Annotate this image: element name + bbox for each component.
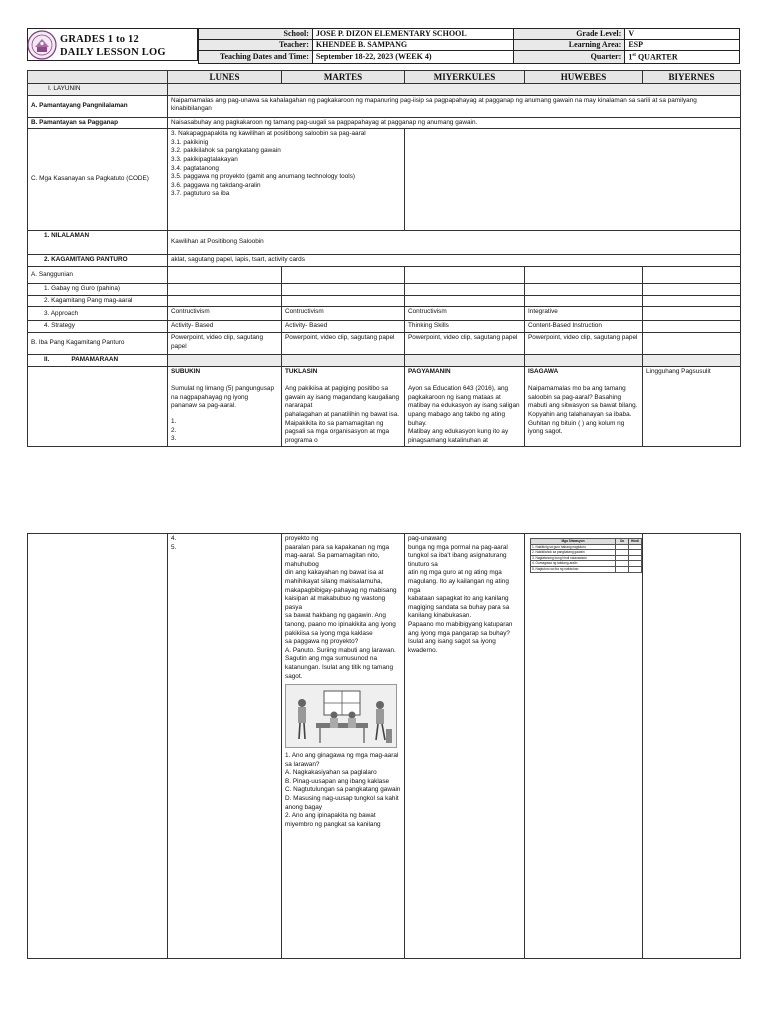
- kmag-cell-2: [282, 295, 405, 307]
- kagamitang-panturo-label: 2. KAGAMITANG PANTURO: [28, 255, 168, 267]
- tuklasin-questions: 1. Ano ang ginagawa ng mga mag-aaral sa larawan? A. Nagkakasiyahan sa paglalaro B. Pinag-uusapan ang ibang kaklase C. Nagtutulungan sa pangkatang gawain D. Masusing nag-uusap tungkol sa kahit anong bagay 2. Ano ang ipinapakita ng bawat miyembro ng pangkat sa kanilang: [285, 752, 401, 828]
- kmag-cell-3: [405, 295, 525, 307]
- teacher-value: KHENDEE B. SAMPANG: [312, 40, 513, 51]
- classroom-picture: [285, 684, 397, 748]
- isagawa-table-row: 1. Nakikinig sa guro habang nagtuturo: [531, 544, 616, 550]
- quarter-value: [625, 51, 740, 64]
- pamamaraan-number: II.: [44, 355, 50, 363]
- lesson-log-table: [27, 70, 741, 447]
- tuklasin-text: Ang pakikiisa at pagiging positibo sa gawain ay isang magandang kaugaliang nararapat pahalagahan at panatilihin ng bawat isa. Maipakikita ito sa pamamagitan ng pagsali sa mga organisasyon at mga programa o: [285, 385, 400, 444]
- procedure-huwebes: [525, 366, 643, 447]
- dates-value: September 18-22, 2023 (WEEK 4): [312, 51, 513, 64]
- sanggunian-cell-3: [405, 267, 525, 284]
- cont-huwebes: [525, 534, 643, 959]
- quarter-label: Quarter:: [513, 51, 625, 64]
- title-line-1: GRADES 1 to 12: [60, 34, 139, 45]
- isagawa-table-header-hindi: Hindi: [629, 539, 642, 545]
- tuklasin-heading: TUKLASIN: [285, 367, 318, 375]
- strategy-huwebes: Content-Based Instruction: [525, 321, 643, 333]
- students-working-illustration: [286, 685, 397, 748]
- deped-seal-icon: [27, 30, 57, 60]
- kmag-cell-1: [168, 295, 282, 307]
- kagamitang-mag-aaral-label: 2. Kagamitang Pang mag-aaral: [28, 295, 168, 307]
- day-header-lunes: LUNES: [168, 71, 282, 84]
- teacher-label: Teacher:: [199, 40, 313, 51]
- approach-huwebes: Integrative: [525, 307, 643, 321]
- pam-cell-4: [525, 354, 643, 366]
- isagawa-hindi-cell: [629, 566, 642, 572]
- approach-biyernes: [643, 307, 741, 321]
- pam-cell-2: [282, 354, 405, 366]
- cont-biyernes: [643, 534, 741, 959]
- iba-pang-kagamitan-label: B. Iba Pang Kagamitang Panturo: [28, 332, 168, 354]
- pamamaraan-label: [28, 354, 168, 366]
- subukin-items: 1. 2. 3.: [171, 417, 177, 443]
- nilalaman-value: Kawilihan at Positibong Saloobin: [168, 231, 741, 255]
- isagawa-table-row: 5. Nagtuturo sa iba ng natutuhan: [531, 566, 616, 572]
- isagawa-table-row: 2. Nakikilahok sa pangkatang gawain: [531, 550, 616, 556]
- school-label: School:: [199, 29, 313, 40]
- grade-value: V: [625, 29, 740, 40]
- kasanayan-empty: [405, 129, 741, 231]
- grade-label: Grade Level:: [513, 29, 625, 40]
- procedure-lunes: [168, 366, 282, 447]
- pam-cell-3: [405, 354, 525, 366]
- gabay-cell-2: [282, 284, 405, 296]
- kasanayan-label: C. Mga Kasanayan sa Pagkatuto (CODE): [28, 129, 168, 231]
- iba-biyernes: [643, 332, 741, 354]
- procedure-martes: [282, 366, 405, 447]
- gabay-cell-1: [168, 284, 282, 296]
- isagawa-table-row: 4. Gumagawa ng takdang-aralin: [531, 561, 616, 567]
- approach-martes: Contructivism: [282, 307, 405, 321]
- pamamaraan-title: PAMAMARAAN: [71, 355, 119, 363]
- pagyamanin-heading: PAGYAMANIN: [408, 367, 451, 375]
- subukin-text: Sumulat ng limang (5) pangungusap na nagpapahayag ng iyong pananaw sa pag-aaral.: [171, 385, 275, 410]
- pamantayan-sa-pagganap-label: B. Pamantayan sa Pagganap: [28, 117, 168, 129]
- isagawa-text: Naipamamalas mo ba ang tamang saloobin sa pag-aaral? Basahing mabuti ang sitwasyon sa bawat bilang. Kopyahin ang talahanayan sa ibaba. Guhitan ng bituin ( ) ang kolum ng iyong sagot.: [528, 385, 638, 436]
- gabay-cell-4: [525, 284, 643, 296]
- strategy-miyerkules: Thinking Skills: [405, 321, 525, 333]
- gabay-cell-3: [405, 284, 525, 296]
- sanggunian-label: A. Sanggunian: [28, 267, 168, 284]
- sanggunian-cell-1: [168, 267, 282, 284]
- continuation-table: [27, 533, 741, 959]
- iba-lunes: Powerpoint, video clip, sagutang papel: [168, 332, 282, 354]
- procedure-label-cell: [28, 366, 168, 447]
- subukin-items-cont: 4. 5.: [171, 535, 177, 551]
- approach-label: 3. Approach: [28, 307, 168, 321]
- iba-miyerkules: Powerpoint, video clip, sagutang papel: [405, 332, 525, 354]
- tuklasin-text-cont: proyekto ng paaralan para sa kapakanan ng mga mag-aaral. Sa pamamagitan nito, mahuhubog din ang kakayahan ng bawat isa at mahihikayat silang makisalamuha, makapagbibigay-pahayag ng mabisang kaisipan at makabubuo ng wastong pasya sa bawat hakbang ng gagawin. Ang tanong, paano mo ipinakikita ang iyong pakikiisa sa iyong mga kaklase sa paggawa ng proyekto? A. Panuto. Suriing mabuti ang larawan. Sagutin ang mga sumusunod na katanungan. Isulat ang titik ng tamang sagot.: [285, 535, 397, 680]
- dates-label: Teaching Dates and Time:: [199, 51, 313, 64]
- cont-martes: [282, 534, 405, 959]
- isagawa-heading: ISAGAWA: [528, 367, 559, 375]
- day-header-huwebes: HUWEBES: [525, 71, 643, 84]
- quarter-word: QUARTER: [635, 52, 678, 62]
- isagawa-table-header-oo: Oo: [616, 539, 629, 545]
- area-label: Learning Area:: [513, 40, 625, 51]
- layunin-label: I. LAYUNIN: [28, 84, 168, 96]
- kmag-cell-5: [643, 295, 741, 307]
- isagawa-table-header-sitwasyon: Mga Sitwasyon: [531, 539, 616, 545]
- isagawa-oo-cell: [616, 566, 629, 572]
- sanggunian-cell-2: [282, 267, 405, 284]
- gabay-ng-guro-label: 1. Gabay ng Guro (pahina): [28, 284, 168, 296]
- pagyamanin-text-cont: pag-unawang bunga ng mga pormal na pag-aaral tungkol sa iba't ibang asignaturang tinuturo sa atin ng mga guro at ng ating mga magulang. Ito ay kailangan ng ating mga kabataan sapagkat ito ang kanilang magiging sandata sa buhay para sa kanilang kinabukasan. Papaano mo mabibigyang katuparan ang iyong mga pangarap sa buhay? Isulat ang isang sagot sa iyong kwaderno.: [408, 535, 513, 654]
- cont-label-cell: [28, 534, 168, 959]
- quarter-suffix: st: [632, 53, 636, 58]
- day-header-martes: MARTES: [282, 71, 405, 84]
- title-line-2: DAILY LESSON LOG: [60, 47, 166, 58]
- isagawa-table-row: 3. Nagtatanong kung hindi naunawaan: [531, 555, 616, 561]
- iba-martes: Powerpoint, video clip, sagutang papel: [282, 332, 405, 354]
- pam-cell-1: [168, 354, 282, 366]
- lingguhang-pagsusulit: Lingguhang Pagsusulit: [646, 367, 711, 375]
- area-value: ESP: [625, 40, 740, 51]
- day-header-biyernes: BIYERNES: [643, 71, 741, 84]
- strategy-biyernes: [643, 321, 741, 333]
- cont-miyerkules: [405, 534, 525, 959]
- kmag-cell-4: [525, 295, 643, 307]
- strategy-label: 4. Strategy: [28, 321, 168, 333]
- pagyamanin-text: Ayon sa Education 643 (2016), ang pagkakaroon ng isang mataas at matibay na edukasyon ay isang saligan upang mabago ang takbo ng ating buhay. Matibay ang edukasyon kung ito ay pinagsamang katalinuhan at: [408, 385, 520, 444]
- nilalaman-label: 1. NILALAMAN: [28, 231, 168, 255]
- gabay-cell-5: [643, 284, 741, 296]
- school-value: JOSE P. DIZON ELEMENTARY SCHOOL: [312, 29, 513, 40]
- pamantayan-sa-pagganap-value: Naisasabuhay ang pagkakaroon ng tamang pag-uugali sa pagpapahayag at pagganap ng anumang gawain.: [168, 117, 741, 129]
- approach-miyerkules: Contructivism: [405, 307, 525, 321]
- approach-lunes: Contructivism: [168, 307, 282, 321]
- pam-cell-5: [643, 354, 741, 366]
- kagamitang-panturo-value: aklat, sagutang papel, lapis, tsart, activity cards: [168, 255, 741, 267]
- strategy-lunes: Activity- Based: [168, 321, 282, 333]
- day-header-miyerkules: MIYERKULES: [405, 71, 525, 84]
- procedure-biyernes: [643, 366, 741, 447]
- kasanayan-value: 3. Nakapagpapakita ng kawilihan at positibong saloobin sa pag-aaral 3.1. pakikinig 3.2. pakikilahok sa pangkatang gawain 3.3. pakikipagtalakayan 3.4. pagtatanong 3.5. paggawa ng proyekto (gamit ang anumang technology tools) 3.6. paggawa ng takdang-aralin 3.7. pagtuturo sa iba: [168, 129, 405, 231]
- sanggunian-cell-5: [643, 267, 741, 284]
- layunin-row: [168, 84, 741, 96]
- pamantayang-pangnilalaman-label: A. Pamantayang Pangnilalaman: [28, 95, 168, 117]
- strategy-martes: Activity- Based: [282, 321, 405, 333]
- subukin-heading: SUBUKIN: [171, 367, 201, 375]
- pamantayang-pangnilalaman-value: Naipamamalas ang pag-unawa sa kahalagahan ng pagkakaroon ng mapanuring pag-iisip sa pagpapahayag at pagganap ng anumang gawain na may kinalaman sa sarili at sa pamilyang kinabibilangan: [168, 95, 741, 117]
- iba-huwebes: Powerpoint, video clip, sagutang papel: [525, 332, 643, 354]
- cont-lunes: [168, 534, 282, 959]
- quarter-number: 1: [628, 52, 633, 62]
- isagawa-table: [530, 538, 642, 573]
- header-info-table: [198, 28, 740, 64]
- sanggunian-cell-4: [525, 267, 643, 284]
- procedure-miyerkules: [405, 366, 525, 447]
- corner-cell: [28, 71, 168, 84]
